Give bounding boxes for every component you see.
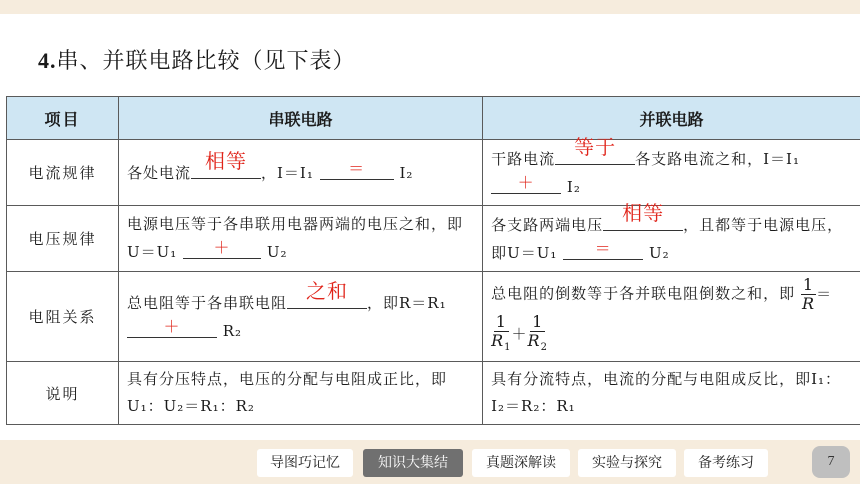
series-cell: 具有分压特点，电压的分配与电阻成正比，即U₁：U₂＝R₁：R₂ xyxy=(118,362,482,425)
nav-tab-practice[interactable]: 备考练习 xyxy=(684,449,768,477)
page-number: 7 xyxy=(812,446,850,478)
table-row xyxy=(7,206,860,272)
parallel-cell: 干路电流 等于 各支路电流之和，I＝I₁ ＋ I₂ xyxy=(483,140,860,206)
row-label: 电流规律 xyxy=(7,140,119,206)
nav-tab-mindmap[interactable]: 导图巧记忆 xyxy=(257,449,353,477)
answer-text: ＋ xyxy=(213,238,231,257)
top-bar xyxy=(0,0,860,14)
header-parallel: 并联电路 xyxy=(483,97,860,140)
row-label: 说明 xyxy=(7,362,119,425)
answer-text: ＋ xyxy=(517,173,535,192)
section-title: 4.串、并联电路比较（见下表） xyxy=(38,48,356,74)
table-row xyxy=(7,272,860,362)
nav-tab-experiments[interactable]: 实验与探究 xyxy=(578,449,676,477)
answer-blank xyxy=(555,135,635,165)
parallel-cell: 总电阻的倒数等于各并联电阻倒数之和，即 $\frac{1}{R}$ ＝ $\frac{1}{R_1}$ ＋ $\frac{1}{R_2}$ xyxy=(483,272,860,362)
header-item: 项目 xyxy=(7,97,119,140)
row-label: 电阻关系 xyxy=(7,272,119,362)
answer-text: ＝ xyxy=(594,239,612,258)
parallel-cell: 各支路两端电压 相等 ，且都等于电源电压，即U＝U₁ ＝ U₂ xyxy=(483,206,860,272)
parallel-cell: 具有分流特点，电流的分配与电阻成反比，即I₁：I₂＝R₂：R₁ xyxy=(483,362,860,425)
nav-tab-knowledge[interactable]: 知识大集结 xyxy=(363,449,463,477)
series-cell: 电源电压等于各串联用电器两端的电压之和，即U＝U₁ ＋ U₂ xyxy=(118,206,482,272)
answer-text: 之和 xyxy=(306,279,348,304)
row-label: 电压规律 xyxy=(7,206,119,272)
series-cell: 总电阻等于各串联电阻 之和 ，即R＝R₁ ＋ R₂ xyxy=(118,272,482,362)
answer-text: 等于 xyxy=(574,135,617,159)
answer-blank xyxy=(491,173,561,194)
series-cell: 各处电流 相等 ，I＝I₁ ＝ I₂ xyxy=(118,140,482,206)
answer-blank xyxy=(183,238,261,259)
comparison-table xyxy=(6,96,860,425)
fraction: $\frac{1}{R}$ xyxy=(801,275,816,313)
answer-blank xyxy=(127,317,217,338)
fraction: $\frac{1}{R_1}$ xyxy=(491,312,512,354)
answer-blank xyxy=(603,201,683,231)
answer-text: 相等 xyxy=(622,201,665,225)
answer-text: ＋ xyxy=(163,317,181,337)
table-row xyxy=(7,362,860,425)
nav-tab-exam-questions[interactable]: 真题深解读 xyxy=(472,449,570,477)
table-header-row xyxy=(7,97,860,140)
formula: $\frac{1}{R}$ ＝ $\frac{1}{R_1}$ ＋ $\frac{1}{R_2}$ xyxy=(491,285,832,344)
answer-blank xyxy=(563,239,643,260)
answer-text: 相等 xyxy=(205,149,247,173)
header-series: 串联电路 xyxy=(118,97,482,140)
answer-blank xyxy=(287,279,367,309)
answer-text: ＝ xyxy=(348,159,366,178)
table-row xyxy=(7,140,860,206)
answer-blank xyxy=(191,149,261,179)
fraction: $\frac{1}{R_2}$ xyxy=(527,312,548,354)
answer-blank xyxy=(320,159,394,180)
